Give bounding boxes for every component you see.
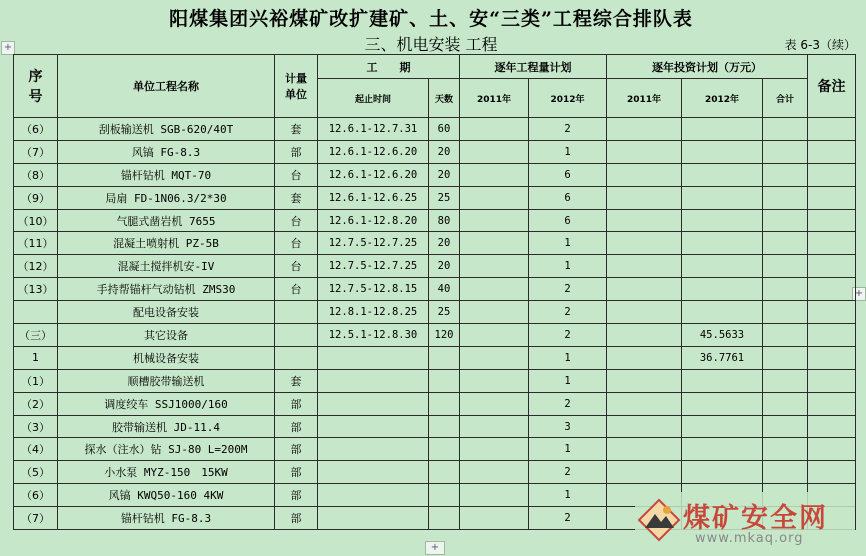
row-inv-total xyxy=(763,255,808,278)
row-inv-2011 xyxy=(607,232,682,255)
row-days xyxy=(429,369,460,392)
row-qty-2012: 1 xyxy=(529,438,607,461)
row-name: 风镐 FG-8.3 xyxy=(58,140,275,163)
row-qty-2011 xyxy=(460,346,529,369)
header-qty-2012: 2012年 xyxy=(529,79,607,118)
row-inv-total xyxy=(763,461,808,484)
row-name: 顺槽胶带输送机 xyxy=(58,369,275,392)
row-inv-2011 xyxy=(607,392,682,415)
row-unit xyxy=(275,301,318,324)
row-qty-2012: 6 xyxy=(529,163,607,186)
row-seq: （12） xyxy=(14,255,58,278)
row-name: 手持帮锚杆气动钻机 ZMS30 xyxy=(58,278,275,301)
table-row xyxy=(14,232,856,255)
row-seq: （2） xyxy=(14,392,58,415)
row-name: 刮板输送机 SGB-620/40T xyxy=(58,118,275,141)
row-qty-2011 xyxy=(460,507,529,530)
row-inv-total xyxy=(763,392,808,415)
row-unit: 部 xyxy=(275,415,318,438)
row-qty-2011 xyxy=(460,278,529,301)
row-remark xyxy=(808,415,856,438)
header-seq: 序 号 xyxy=(14,55,58,118)
row-unit: 部 xyxy=(275,392,318,415)
row-qty-2011 xyxy=(460,255,529,278)
row-remark xyxy=(808,301,856,324)
row-inv-total xyxy=(763,438,808,461)
row-seq: （8） xyxy=(14,163,58,186)
row-inv-2011 xyxy=(607,255,682,278)
header-inv-total: 合计 xyxy=(763,79,808,118)
row-inv-2011 xyxy=(607,278,682,301)
row-name: 混凝土喷射机 PZ-5B xyxy=(58,232,275,255)
row-name: 锚杆钻机 MQT-70 xyxy=(58,163,275,186)
row-inv-2011 xyxy=(607,140,682,163)
table-row xyxy=(14,278,856,301)
header-start: 起止时间 xyxy=(318,79,429,118)
row-seq: （10） xyxy=(14,209,58,232)
header-name: 单位工程名称 xyxy=(58,55,275,118)
row-start: 12.6.1-12.6.25 xyxy=(318,186,429,209)
header-remark: 备注 xyxy=(808,55,856,118)
row-inv-2011 xyxy=(607,346,682,369)
row-seq xyxy=(14,301,58,324)
table-row xyxy=(14,118,856,141)
row-start xyxy=(318,415,429,438)
row-seq: （7） xyxy=(14,140,58,163)
row-qty-2012: 1 xyxy=(529,232,607,255)
row-inv-total xyxy=(763,163,808,186)
row-qty-2012: 1 xyxy=(529,140,607,163)
row-inv-2011 xyxy=(607,369,682,392)
row-qty-2012: 6 xyxy=(529,186,607,209)
row-inv-2011 xyxy=(607,118,682,141)
row-name: 探水（注水）钻 SJ-80 L=200M xyxy=(58,438,275,461)
row-days: 120 xyxy=(429,324,460,347)
row-inv-2011 xyxy=(607,415,682,438)
expand-bottom-icon[interactable]: + xyxy=(425,541,445,555)
row-qty-2011 xyxy=(460,163,529,186)
row-name: 胶带输送机 JD-11.4 xyxy=(58,415,275,438)
header-days: 天数 xyxy=(429,79,460,118)
row-days xyxy=(429,346,460,369)
row-qty-2012: 2 xyxy=(529,392,607,415)
row-inv-2011 xyxy=(607,301,682,324)
row-inv-2011 xyxy=(607,461,682,484)
row-unit: 部 xyxy=(275,484,318,507)
table-row xyxy=(14,438,856,461)
row-unit: 台 xyxy=(275,232,318,255)
row-qty-2012: 2 xyxy=(529,461,607,484)
row-qty-2012: 1 xyxy=(529,346,607,369)
row-inv-total xyxy=(763,118,808,141)
row-remark xyxy=(808,163,856,186)
row-start xyxy=(318,484,429,507)
row-seq: （6） xyxy=(14,484,58,507)
row-inv-total xyxy=(763,346,808,369)
row-qty-2012: 3 xyxy=(529,415,607,438)
row-name: 锚杆钻机 FG-8.3 xyxy=(58,507,275,530)
row-inv-total xyxy=(763,186,808,209)
row-name: 其它设备 xyxy=(58,324,275,347)
row-seq: （4） xyxy=(14,438,58,461)
row-inv-2012 xyxy=(682,163,763,186)
row-start: 12.5.1-12.8.30 xyxy=(318,324,429,347)
row-inv-total xyxy=(763,301,808,324)
row-remark xyxy=(808,392,856,415)
row-start xyxy=(318,461,429,484)
document-title: 阳煤集团兴裕煤矿改扩建矿、土、安“三类”工程综合排队表 xyxy=(169,8,693,30)
row-inv-2011 xyxy=(607,186,682,209)
row-inv-2011 xyxy=(607,438,682,461)
row-days: 20 xyxy=(429,232,460,255)
row-unit: 套 xyxy=(275,369,318,392)
row-qty-2011 xyxy=(460,438,529,461)
table-row xyxy=(14,163,856,186)
row-name: 混凝土搅拌机安-IV xyxy=(58,255,275,278)
row-inv-total xyxy=(763,209,808,232)
row-start: 12.7.5-12.8.15 xyxy=(318,278,429,301)
row-days: 20 xyxy=(429,255,460,278)
row-start: 12.7.5-12.7.25 xyxy=(318,232,429,255)
header-unit: 计量 单位 xyxy=(275,55,318,118)
row-unit: 台 xyxy=(275,209,318,232)
row-inv-2012: 45.5633 xyxy=(682,324,763,347)
add-icon[interactable]: + xyxy=(1,41,15,55)
row-qty-2012: 1 xyxy=(529,255,607,278)
row-unit: 台 xyxy=(275,163,318,186)
row-seq: （三） xyxy=(14,324,58,347)
expand-right-icon[interactable]: + xyxy=(852,287,866,301)
row-unit xyxy=(275,324,318,347)
row-seq: （13） xyxy=(14,278,58,301)
row-seq: 1 xyxy=(14,346,58,369)
row-name: 气腿式凿岩机 7655 xyxy=(58,209,275,232)
row-unit: 套 xyxy=(275,118,318,141)
row-days xyxy=(429,461,460,484)
row-remark xyxy=(808,369,856,392)
row-remark xyxy=(808,232,856,255)
row-inv-2012 xyxy=(682,118,763,141)
row-qty-2011 xyxy=(460,484,529,507)
row-start: 12.7.5-12.7.25 xyxy=(318,255,429,278)
row-name: 调度绞车 SSJ1000/160 xyxy=(58,392,275,415)
row-seq: （1） xyxy=(14,369,58,392)
row-unit: 部 xyxy=(275,140,318,163)
row-qty-2012: 1 xyxy=(529,369,607,392)
header-qty-2011: 2011年 xyxy=(460,79,529,118)
row-qty-2011 xyxy=(460,118,529,141)
row-inv-2012 xyxy=(682,415,763,438)
document-subtitle: 三、机电安装 工程 xyxy=(364,35,498,54)
row-start xyxy=(318,507,429,530)
row-days: 25 xyxy=(429,301,460,324)
row-days: 20 xyxy=(429,163,460,186)
table-row xyxy=(14,346,856,369)
row-name: 机械设备安装 xyxy=(58,346,275,369)
watermark xyxy=(635,492,855,556)
row-qty-2011 xyxy=(460,301,529,324)
table-row xyxy=(14,255,856,278)
table-row xyxy=(14,392,856,415)
row-start: 12.6.1-12.6.20 xyxy=(318,140,429,163)
row-remark xyxy=(808,255,856,278)
row-qty-2011 xyxy=(460,392,529,415)
row-days xyxy=(429,415,460,438)
row-days xyxy=(429,438,460,461)
row-remark xyxy=(808,118,856,141)
row-unit xyxy=(275,346,318,369)
row-inv-total xyxy=(763,369,808,392)
row-qty-2012: 6 xyxy=(529,209,607,232)
row-seq: （7） xyxy=(14,507,58,530)
row-days: 80 xyxy=(429,209,460,232)
row-name: 配电设备安装 xyxy=(58,301,275,324)
table-row xyxy=(14,369,856,392)
row-remark xyxy=(808,461,856,484)
row-seq: （11） xyxy=(14,232,58,255)
row-days xyxy=(429,484,460,507)
row-qty-2011 xyxy=(460,461,529,484)
row-days: 60 xyxy=(429,118,460,141)
table-row xyxy=(14,461,856,484)
schedule-table xyxy=(13,54,856,530)
row-remark xyxy=(808,346,856,369)
table-row xyxy=(14,301,856,324)
header-inv-2012: 2012年 xyxy=(682,79,763,118)
row-start: 12.6.1-12.7.31 xyxy=(318,118,429,141)
row-days: 20 xyxy=(429,140,460,163)
row-seq: （6） xyxy=(14,118,58,141)
header-invest-plan: 逐年投资计划（万元） xyxy=(607,55,808,79)
header-qty-plan: 逐年工程量计划 xyxy=(460,55,607,79)
table-row xyxy=(14,209,856,232)
row-inv-2011 xyxy=(607,324,682,347)
row-remark xyxy=(808,438,856,461)
row-inv-2012 xyxy=(682,369,763,392)
row-unit: 套 xyxy=(275,186,318,209)
row-name: 风镐 KWQ50-160 4KW xyxy=(58,484,275,507)
row-qty-2012: 2 xyxy=(529,324,607,347)
row-inv-total xyxy=(763,232,808,255)
row-unit: 部 xyxy=(275,507,318,530)
row-inv-2012 xyxy=(682,232,763,255)
row-qty-2012: 2 xyxy=(529,507,607,530)
row-start xyxy=(318,438,429,461)
row-inv-2012 xyxy=(682,301,763,324)
row-seq: （5） xyxy=(14,461,58,484)
row-remark xyxy=(808,278,856,301)
row-qty-2012: 2 xyxy=(529,278,607,301)
row-unit: 台 xyxy=(275,255,318,278)
row-start xyxy=(318,346,429,369)
row-start xyxy=(318,392,429,415)
row-qty-2011 xyxy=(460,186,529,209)
row-inv-2012 xyxy=(682,278,763,301)
row-qty-2012: 1 xyxy=(529,484,607,507)
row-seq: （9） xyxy=(14,186,58,209)
row-unit: 台 xyxy=(275,278,318,301)
table-row xyxy=(14,415,856,438)
row-inv-2012 xyxy=(682,186,763,209)
table-row xyxy=(14,140,856,163)
row-inv-2012: 36.7761 xyxy=(682,346,763,369)
row-inv-total xyxy=(763,140,808,163)
row-remark xyxy=(808,209,856,232)
row-start: 12.6.1-12.8.20 xyxy=(318,209,429,232)
row-start: 12.6.1-12.6.20 xyxy=(318,163,429,186)
row-unit: 部 xyxy=(275,438,318,461)
row-qty-2012: 2 xyxy=(529,118,607,141)
row-inv-total xyxy=(763,324,808,347)
row-qty-2011 xyxy=(460,369,529,392)
row-qty-2011 xyxy=(460,324,529,347)
row-inv-total xyxy=(763,415,808,438)
row-days xyxy=(429,507,460,530)
row-name: 小水泵 MYZ-150 15KW xyxy=(58,461,275,484)
mountain-logo-icon xyxy=(637,498,681,542)
row-inv-2012 xyxy=(682,140,763,163)
header-inv-2011: 2011年 xyxy=(607,79,682,118)
row-inv-2012 xyxy=(682,209,763,232)
row-inv-2012 xyxy=(682,392,763,415)
row-inv-2011 xyxy=(607,163,682,186)
row-qty-2011 xyxy=(460,232,529,255)
row-inv-2011 xyxy=(607,209,682,232)
row-inv-2012 xyxy=(682,255,763,278)
row-qty-2012: 2 xyxy=(529,301,607,324)
row-qty-2011 xyxy=(460,415,529,438)
row-days: 25 xyxy=(429,186,460,209)
header-period: 工 期 xyxy=(318,55,460,79)
watermark-text: 煤矿安全网 xyxy=(683,503,828,534)
row-remark xyxy=(808,140,856,163)
table-row xyxy=(14,324,856,347)
row-remark xyxy=(808,186,856,209)
row-unit: 部 xyxy=(275,461,318,484)
row-remark xyxy=(808,324,856,347)
row-inv-2012 xyxy=(682,438,763,461)
watermark-url: www.mkaq.org xyxy=(695,531,804,546)
row-start: 12.8.1-12.8.25 xyxy=(318,301,429,324)
row-start xyxy=(318,369,429,392)
row-inv-total xyxy=(763,278,808,301)
row-qty-2011 xyxy=(460,209,529,232)
row-name: 局扇 FD-1N06.3/2*30 xyxy=(58,186,275,209)
row-days: 40 xyxy=(429,278,460,301)
row-qty-2011 xyxy=(460,140,529,163)
row-seq: （3） xyxy=(14,415,58,438)
table-number: 表 6-3（续） xyxy=(784,38,856,52)
row-inv-2012 xyxy=(682,461,763,484)
table-row xyxy=(14,186,856,209)
row-days xyxy=(429,392,460,415)
